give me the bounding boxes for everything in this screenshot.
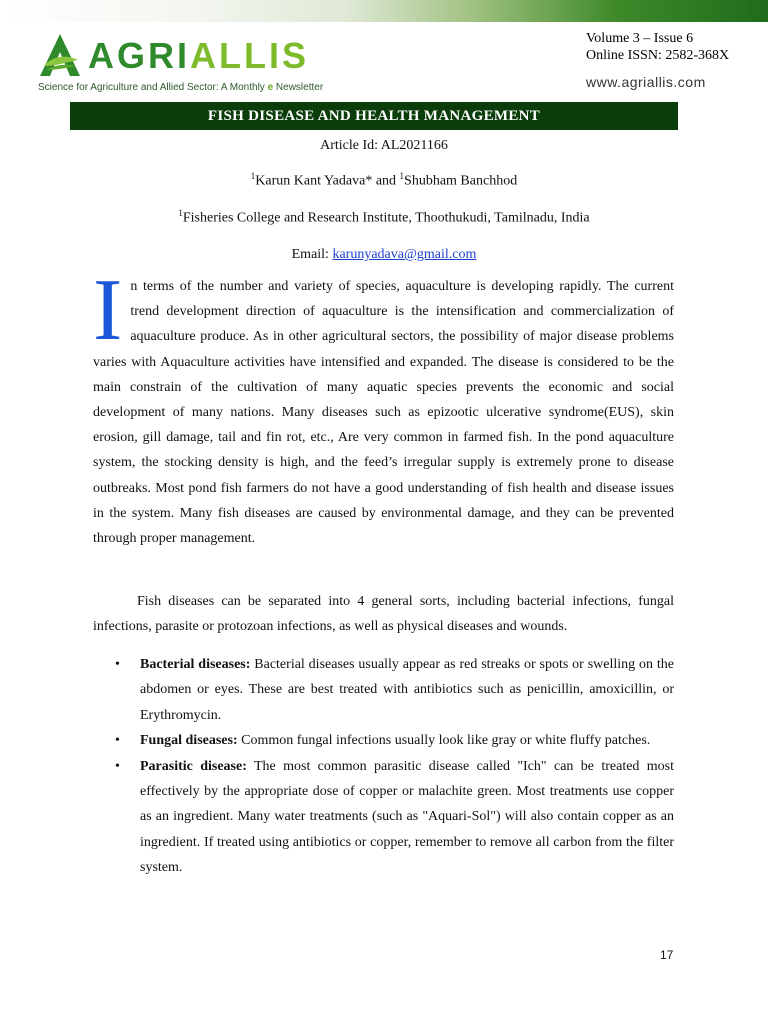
leaf-a-logo-icon (36, 32, 84, 80)
article-id: Article Id: AL2021166 (320, 138, 448, 153)
issue-info (586, 30, 729, 64)
list-item-fungal: • Fungal diseases: Common fungal infections usually look like gray or white fluffy patches. (115, 728, 674, 753)
article-title-bar (70, 102, 678, 130)
tagline: Science for Agriculture and Allied Sector: A Monthly e Newsletter (38, 82, 324, 93)
authors: $^1$Karun Kant Yadava* and $^1$Shubham Banchhod (250, 171, 518, 189)
drop-cap: I (93, 262, 123, 359)
logo-wordmark: AGRIALLIS (88, 35, 309, 76)
bullet-icon: • (115, 758, 120, 774)
header-banner (0, 0, 768, 22)
bullet-icon: • (115, 733, 120, 749)
agriallis-logo (36, 32, 309, 80)
issn: Online ISSN: 2582-368X (586, 48, 730, 63)
page-number: 17 (660, 948, 674, 962)
email-link[interactable]: karunyadava@gmail.com (332, 247, 477, 262)
classification-paragraph: Fish diseases can be separated into 4 general sorts, including bacterial infections, fungal infections, parasite or protozoan infections, as well as physical diseases and wounds. (93, 594, 674, 635)
article-title: FISH DISEASE AND HEALTH MANAGEMENT (207, 107, 541, 124)
website-url[interactable]: www.agriallis.com (586, 74, 706, 90)
list-item-parasitic: • Parasitic disease: The most common parasitic disease called "Ich" can be treated most effectively by the appropriate dose of copper or malachite green. Most treatments use copper as an ingredient. Many water treatments (such as "Aquari-Sol") will also contain copper as an ingredient. If treated using antibiotics or copper, remember to remove all carbon from the filter system. (115, 754, 674, 881)
email-line: Email: karunyadava@gmail.com (291, 247, 477, 262)
list-item-bacterial: • Bacterial diseases: Bacterial diseases usually appear as red streaks or spots or swelling on the abdomen or eyes. These are best treated with antibiotics such as penicillin, amoxicillin, or Erythromycin. (115, 652, 674, 728)
disease-list (115, 652, 674, 881)
bullet-icon: • (115, 657, 120, 672)
volume-issue: Volume 3 – Issue 6 (586, 31, 694, 46)
affiliation: $^1$Fisheries College and Research Institute, Thoothukudi, Tamilnadu, India (178, 208, 590, 226)
intro-paragraph: I n terms of the number and variety of species, aquaculture is developing rapidly. The current trend development direction of aquaculture is the intensification and commercialization of aquaculture produce. As in other agricultural sectors, the possibility of major disease problems varies with Aquaculture activities have intensified and expanded. The disease is considered to be the main constrain of the cultivation of many aquatic species prevents the economic and social development of many nations. Many diseases such as epizootic ulcerative syndrome(EUS), skin erosion, gill damage, tail and fin rot, etc., Are very common in farmed fish. In the pond aquaculture system, the stocking density is high, and the feed’s irregular supply is extremely prone to disease outbreaks. Most pond fish farmers do not have a good understanding of fish health and disease issues in the system. Many fish diseases are caused by environmental damage, and they can be prevented through proper management. (93, 262, 674, 547)
